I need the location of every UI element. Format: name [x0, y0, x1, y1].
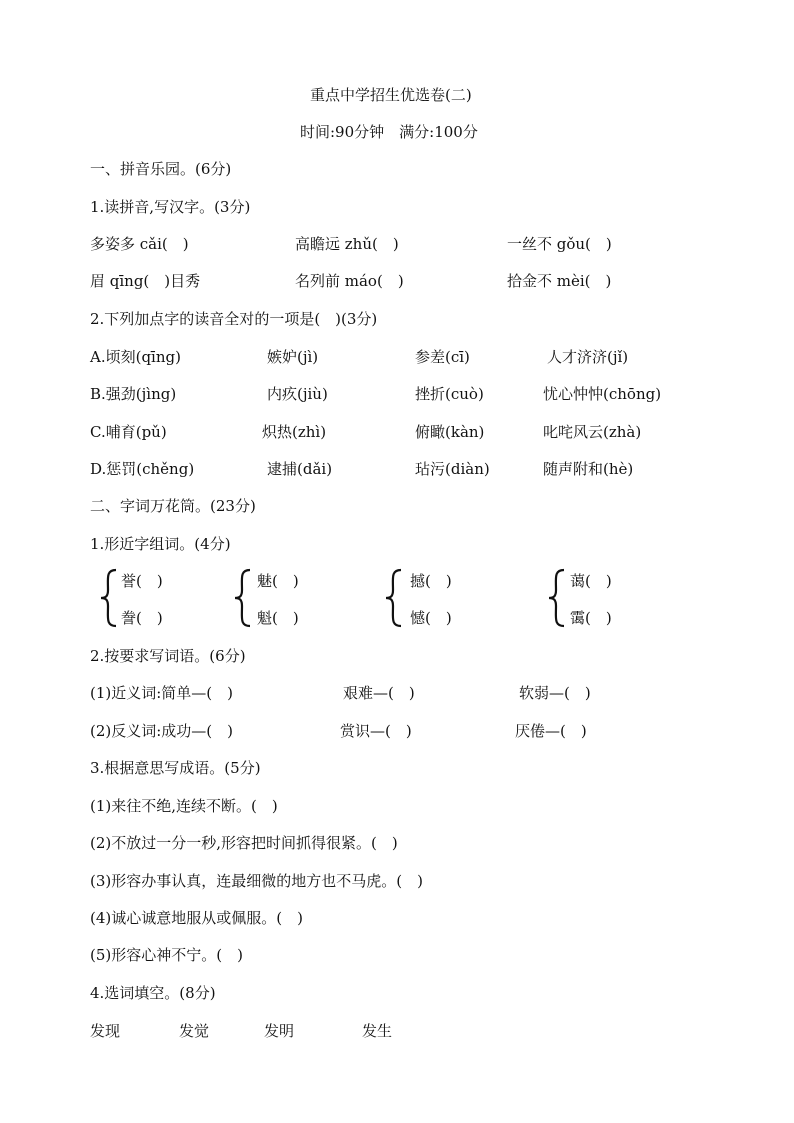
question-2-2-title: 2.按要求写词语。(6分) — [90, 647, 246, 665]
pinyin-item: 一丝不 gǒu( ) — [507, 235, 612, 253]
antonym-item: 赏识—( ) — [340, 722, 412, 740]
left-brace-icon — [383, 568, 405, 628]
pinyin-item: 高瞻远 zhǔ( ) — [295, 235, 399, 253]
option-c-1: C.哺育(pǔ) — [90, 423, 167, 441]
idiom-item: (1)来往不绝,连续不断。( ) — [90, 797, 278, 815]
word-choice: 发生 — [362, 1022, 393, 1040]
left-brace-icon — [232, 568, 254, 628]
question-1-1-title: 1.读拼音,写汉字。(3分) — [90, 198, 251, 216]
pinyin-item: 眉 qīng( )目秀 — [90, 272, 201, 290]
similar-char-item: 魁( ) — [257, 609, 299, 627]
similar-char-item: 蔼( ) — [570, 572, 612, 590]
synonym-item: 艰难—( ) — [343, 684, 415, 702]
option-c-2: 炽热(zhì) — [262, 423, 327, 441]
option-a-2: 嫉妒(jì) — [267, 348, 319, 366]
similar-char-item: 誉( ) — [121, 572, 163, 590]
section-heading-2: 二、字词万花筒。(23分) — [90, 497, 256, 515]
antonym-item: (2)反义词:成功—( ) — [90, 722, 234, 740]
pinyin-item: 名列前 máo( ) — [295, 272, 404, 290]
synonym-item: (1)近义词:简单—( ) — [90, 684, 234, 702]
option-a-1: A.顷刻(qīng) — [90, 348, 181, 366]
idiom-item: (3)形容办事认真，连最细微的地方也不马虎。( ) — [90, 872, 423, 890]
similar-char-item: 撼( ) — [410, 572, 452, 590]
left-brace-icon — [98, 568, 120, 628]
option-c-4: 叱咤风云(zhà) — [543, 423, 642, 441]
option-d-3: 玷污(diàn) — [415, 460, 490, 478]
pinyin-item: 多姿多 cǎi( ) — [90, 235, 189, 253]
option-b-2: 内疚(jiù) — [267, 385, 328, 403]
left-brace-icon — [546, 568, 568, 628]
option-b-4: 忧心忡忡(chōng) — [543, 385, 662, 403]
question-2-1-title: 1.形近字组词。(4分) — [90, 535, 231, 553]
synonym-item: 软弱—( ) — [519, 684, 591, 702]
option-a-3: 参差(cī) — [415, 348, 470, 366]
page-title: 重点中学招生优选卷(二) — [310, 86, 472, 104]
question-1-2-title: 2.下列加点字的读音全对的一项是( )(3分) — [90, 310, 378, 328]
idiom-item: (2)不放过一分一秒,形容把时间抓得很紧。( ) — [90, 834, 398, 852]
option-b-1: B.强劲(jìng) — [90, 385, 177, 403]
option-d-4: 随声附和(hè) — [543, 460, 634, 478]
question-2-4-title: 4.选词填空。(8分) — [90, 984, 216, 1002]
similar-char-item: 憾( ) — [410, 609, 452, 627]
exam-info: 时间:90分钟 满分:100分 — [300, 123, 478, 141]
similar-char-item: 魅( ) — [257, 572, 299, 590]
similar-char-item: 霭( ) — [570, 609, 612, 627]
word-choice: 发觉 — [179, 1022, 210, 1040]
option-b-3: 挫折(cuò) — [415, 385, 484, 403]
option-d-1: D.惩罚(chěng) — [90, 460, 195, 478]
idiom-item: (4)诚心诚意地服从或佩服。( ) — [90, 909, 303, 927]
word-choice: 发现 — [90, 1022, 121, 1040]
question-2-3-title: 3.根据意思写成语。(5分) — [90, 759, 261, 777]
option-a-4: 人才济济(jǐ) — [547, 348, 629, 366]
idiom-item: (5)形容心神不宁。( ) — [90, 946, 243, 964]
word-choice: 发明 — [264, 1022, 295, 1040]
option-d-2: 逮捕(dǎi) — [267, 460, 333, 478]
antonym-item: 厌倦—( ) — [515, 722, 587, 740]
option-c-3: 俯瞰(kàn) — [415, 423, 485, 441]
section-heading-1: 一、拼音乐园。(6分) — [90, 160, 232, 178]
similar-char-item: 誊( ) — [121, 609, 163, 627]
pinyin-item: 拾金不 mèi( ) — [507, 272, 612, 290]
